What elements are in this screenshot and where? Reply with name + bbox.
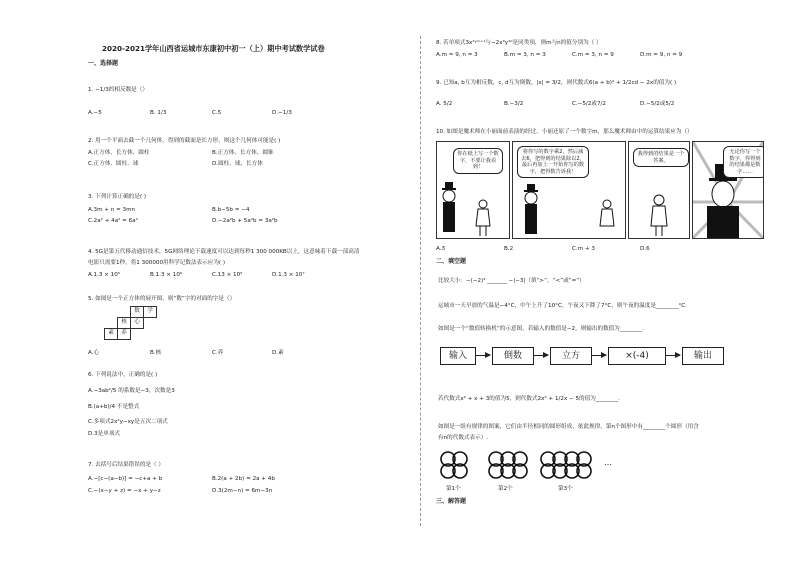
column-divider [420,36,421,526]
q10-option-c: C.m + 3 [572,246,595,252]
flow-input-box: 输入 [440,347,476,365]
comic-panel-1 [436,141,510,239]
q4-stem-cont: 电影只需要1秒，将1 300000用科学记数法表示应为( ) [88,260,226,266]
q1-option-d: D.−1/3 [272,110,292,116]
q9-option-b: B.−3/2 [504,101,524,107]
flow-arrow [666,355,680,356]
section-answer-heading: 三、解答题 [436,498,467,505]
magician-girl-drawing [437,142,509,238]
flow-output-box: 输出 [682,347,724,365]
q9-option-c: C.−5/2或7/2 [572,101,606,107]
comic-panel-4 [692,141,764,239]
fill-q5: 如图是一组有规律的图案，它们由半径相同的圆形组成，依此规律，第n个图形中有________个圆形（用含 [438,424,699,430]
q3-option-a: A.3m + n = 3mn [88,207,136,213]
q4-option-d: D.1.3 × 10⁷ [272,272,305,278]
q9-option-d: D.−5/2或5/2 [640,101,675,107]
q1-stem: 1. −1/3的相反数是（） [88,87,148,93]
cube-net [104,306,157,340]
q5-option-d: D.素 [272,350,284,356]
q10-option-b: B.2 [504,246,514,252]
q9-stem: 9. 已知a, b互为相反数，c, d互为倒数，|x| = 3/2，则代数式6(a + b)² + 1/2cd − 2x的值为( ) [436,80,677,86]
q1-option-c: C.5 [212,110,222,116]
fill-q1: 比较大小：−(−2)³ _______ −|−3|（填“>”，“<”或“=”） [438,278,585,284]
q4-stem: 4. 5G是第五代移动通信技术，5G网络理论下载速度可以达到每秒1 300 000KB以上，这意味着下载一部高清 [88,249,360,255]
fill-q2: 运城市一天早晨的气温是−4°C，中午上升了10°C，午夜又下降了7°C，则午夜的温度是________°C. [438,303,687,309]
fill-q4: 若代数式x² + x + 3的值为5，则代数式2x² + 1/2x − 5的值为________. [438,396,620,402]
q10-option-d: D.6 [640,246,650,252]
net-cell: 素 [105,329,118,340]
q2-option-a: A.正方体、长方体、圆柱 [88,150,150,156]
q10-stem: 10. 如图是魔术师在小丽面前表演的经过，小丽还原了一个数字m，那么魔术师由中的运算结果应为（） [436,129,693,135]
q3-option-d: D.−2a²b + 5a²b = 3a²b [212,218,278,224]
q5-option-c: C.养 [212,350,224,356]
q8-option-d: D.m = 9, n = 9 [640,52,683,58]
pattern-label-3: 第3个 [558,486,573,492]
section-choice-heading: 一、选择题 [88,60,119,67]
q10-option-a: A.3 [436,246,446,252]
q8-option-c: C.m = 3, n = 9 [572,52,614,58]
q5-stem: 5. 如图是一个正方体的展开图，则“数”字的对面的字是（） [88,296,236,302]
q6-option-d: D.3是单项式 [88,431,121,437]
net-cell: 核 [118,318,131,329]
q8-option-a: A.m = 9, n = 3 [436,52,478,58]
q3-option-c: C.2a² + 4a² = 6a⁴ [88,218,138,224]
net-cell: 心 [131,318,144,329]
flow-arrow [592,355,606,356]
net-cell: 数 [131,307,144,318]
comic-panel-3 [628,141,690,239]
flow-arrow [476,355,490,356]
flow-reciprocal-box: 倒数 [492,347,534,365]
q5-option-b: B.核 [150,350,162,356]
comic-bubble-2: 将你写的数字乘2，然后减去6，把得到的结果除以2，最后再加上一开始你写的数字，把得数告诉我！ [517,146,589,178]
q8-option-b: B.m = 3, n = 3 [504,52,546,58]
q2-option-b: B.正方体、长方体、圆锥 [212,150,274,156]
flow-arrow [534,355,548,356]
q2-stem: 2. 用一个平面去截一个几何体，得到的截面是长方形，则这个几何体可能是( ) [88,138,281,144]
q1-option-b: B. 1/3 [150,110,167,116]
q8-stem: 8. 若单项式3x²ʸᵐ⁺¹与−2x³y¹⁰是同类项，则m与n的值分别为（ ） [436,40,602,46]
q3-stem: 3. 下列计算正确的是( ) [88,194,147,200]
fill-q5-cont: 有n的代数式表示）. [438,435,489,441]
pattern-label-1: 第1个 [446,486,461,492]
pattern-3 [541,452,591,478]
q7-option-b: B.2(a + 2b) = 2a + 4b [212,476,275,482]
exam-title: 2020-2021学年山西省运城市东康初中初一（上）期中考试数学试卷 [102,44,325,53]
section-fill-heading: 二、填空题 [436,258,467,265]
q7-option-d: D.3(2m−n) = 6m−3n [212,488,273,494]
pattern-ellipsis: … [604,458,612,467]
q7-stem: 7. 去括号后结果错误的是（ ） [88,462,165,468]
q6-stem: 6. 下列说法中，正确的是( ) [88,372,158,378]
flow-multiply-box: ×(-4) [608,347,666,365]
pattern-label-2: 第2个 [498,486,513,492]
q2-option-d: D.圆柱、球、长方体 [212,161,263,167]
q6-option-c: C.多项式2x²y−xy是五次二项式 [88,419,168,425]
q4-option-c: C.13 × 10⁵ [212,272,243,278]
magician-girl-drawing-2 [513,142,625,238]
q6-option-b: B.(a+b)/4 不是整式 [88,404,140,410]
girl-drawing [629,142,689,238]
net-cell: 学 [144,307,157,318]
q4-option-b: B.1.3 × 10⁶ [150,272,183,278]
q6-option-a: A.−3ab²/5 的系数是−3，次数是3 [88,388,175,394]
fill-q3: 如图是一个“数值转换机”的示意图，若输入的数值是−2，则输出的数值为________. [438,326,645,332]
left-column [88,0,418,562]
q7-option-a: A.−[c−(a−b)] = −c+a + b [88,476,163,482]
pattern-2 [489,452,527,478]
q9-option-a: A. 5/2 [436,101,453,107]
q2-option-c: C.正方体、圆柱、球 [88,161,139,167]
comic-bubble-3: 我得到的结果是一个答案。 [633,148,689,167]
right-column [436,0,776,562]
q1-option-a: A.−5 [88,110,102,116]
comic-panel-2 [512,141,626,239]
net-cell: 养 [118,329,131,340]
q3-option-b: B.b−5b = −4 [212,207,250,213]
comic-bubble-4: 无论你写一个数字，你得到的结果都是数字…… [723,146,764,178]
q5-option-a: A.心 [88,350,100,356]
comic-bubble-1: 你在纸上写一个数字，不要让我看到！ [453,148,503,174]
q7-option-c: C.−(x−y + z) = −x + y−z [88,488,161,494]
pattern-1 [441,452,467,478]
flow-cube-box: 立方 [550,347,592,365]
q4-option-a: A.1.3 × 10⁵ [88,272,121,278]
